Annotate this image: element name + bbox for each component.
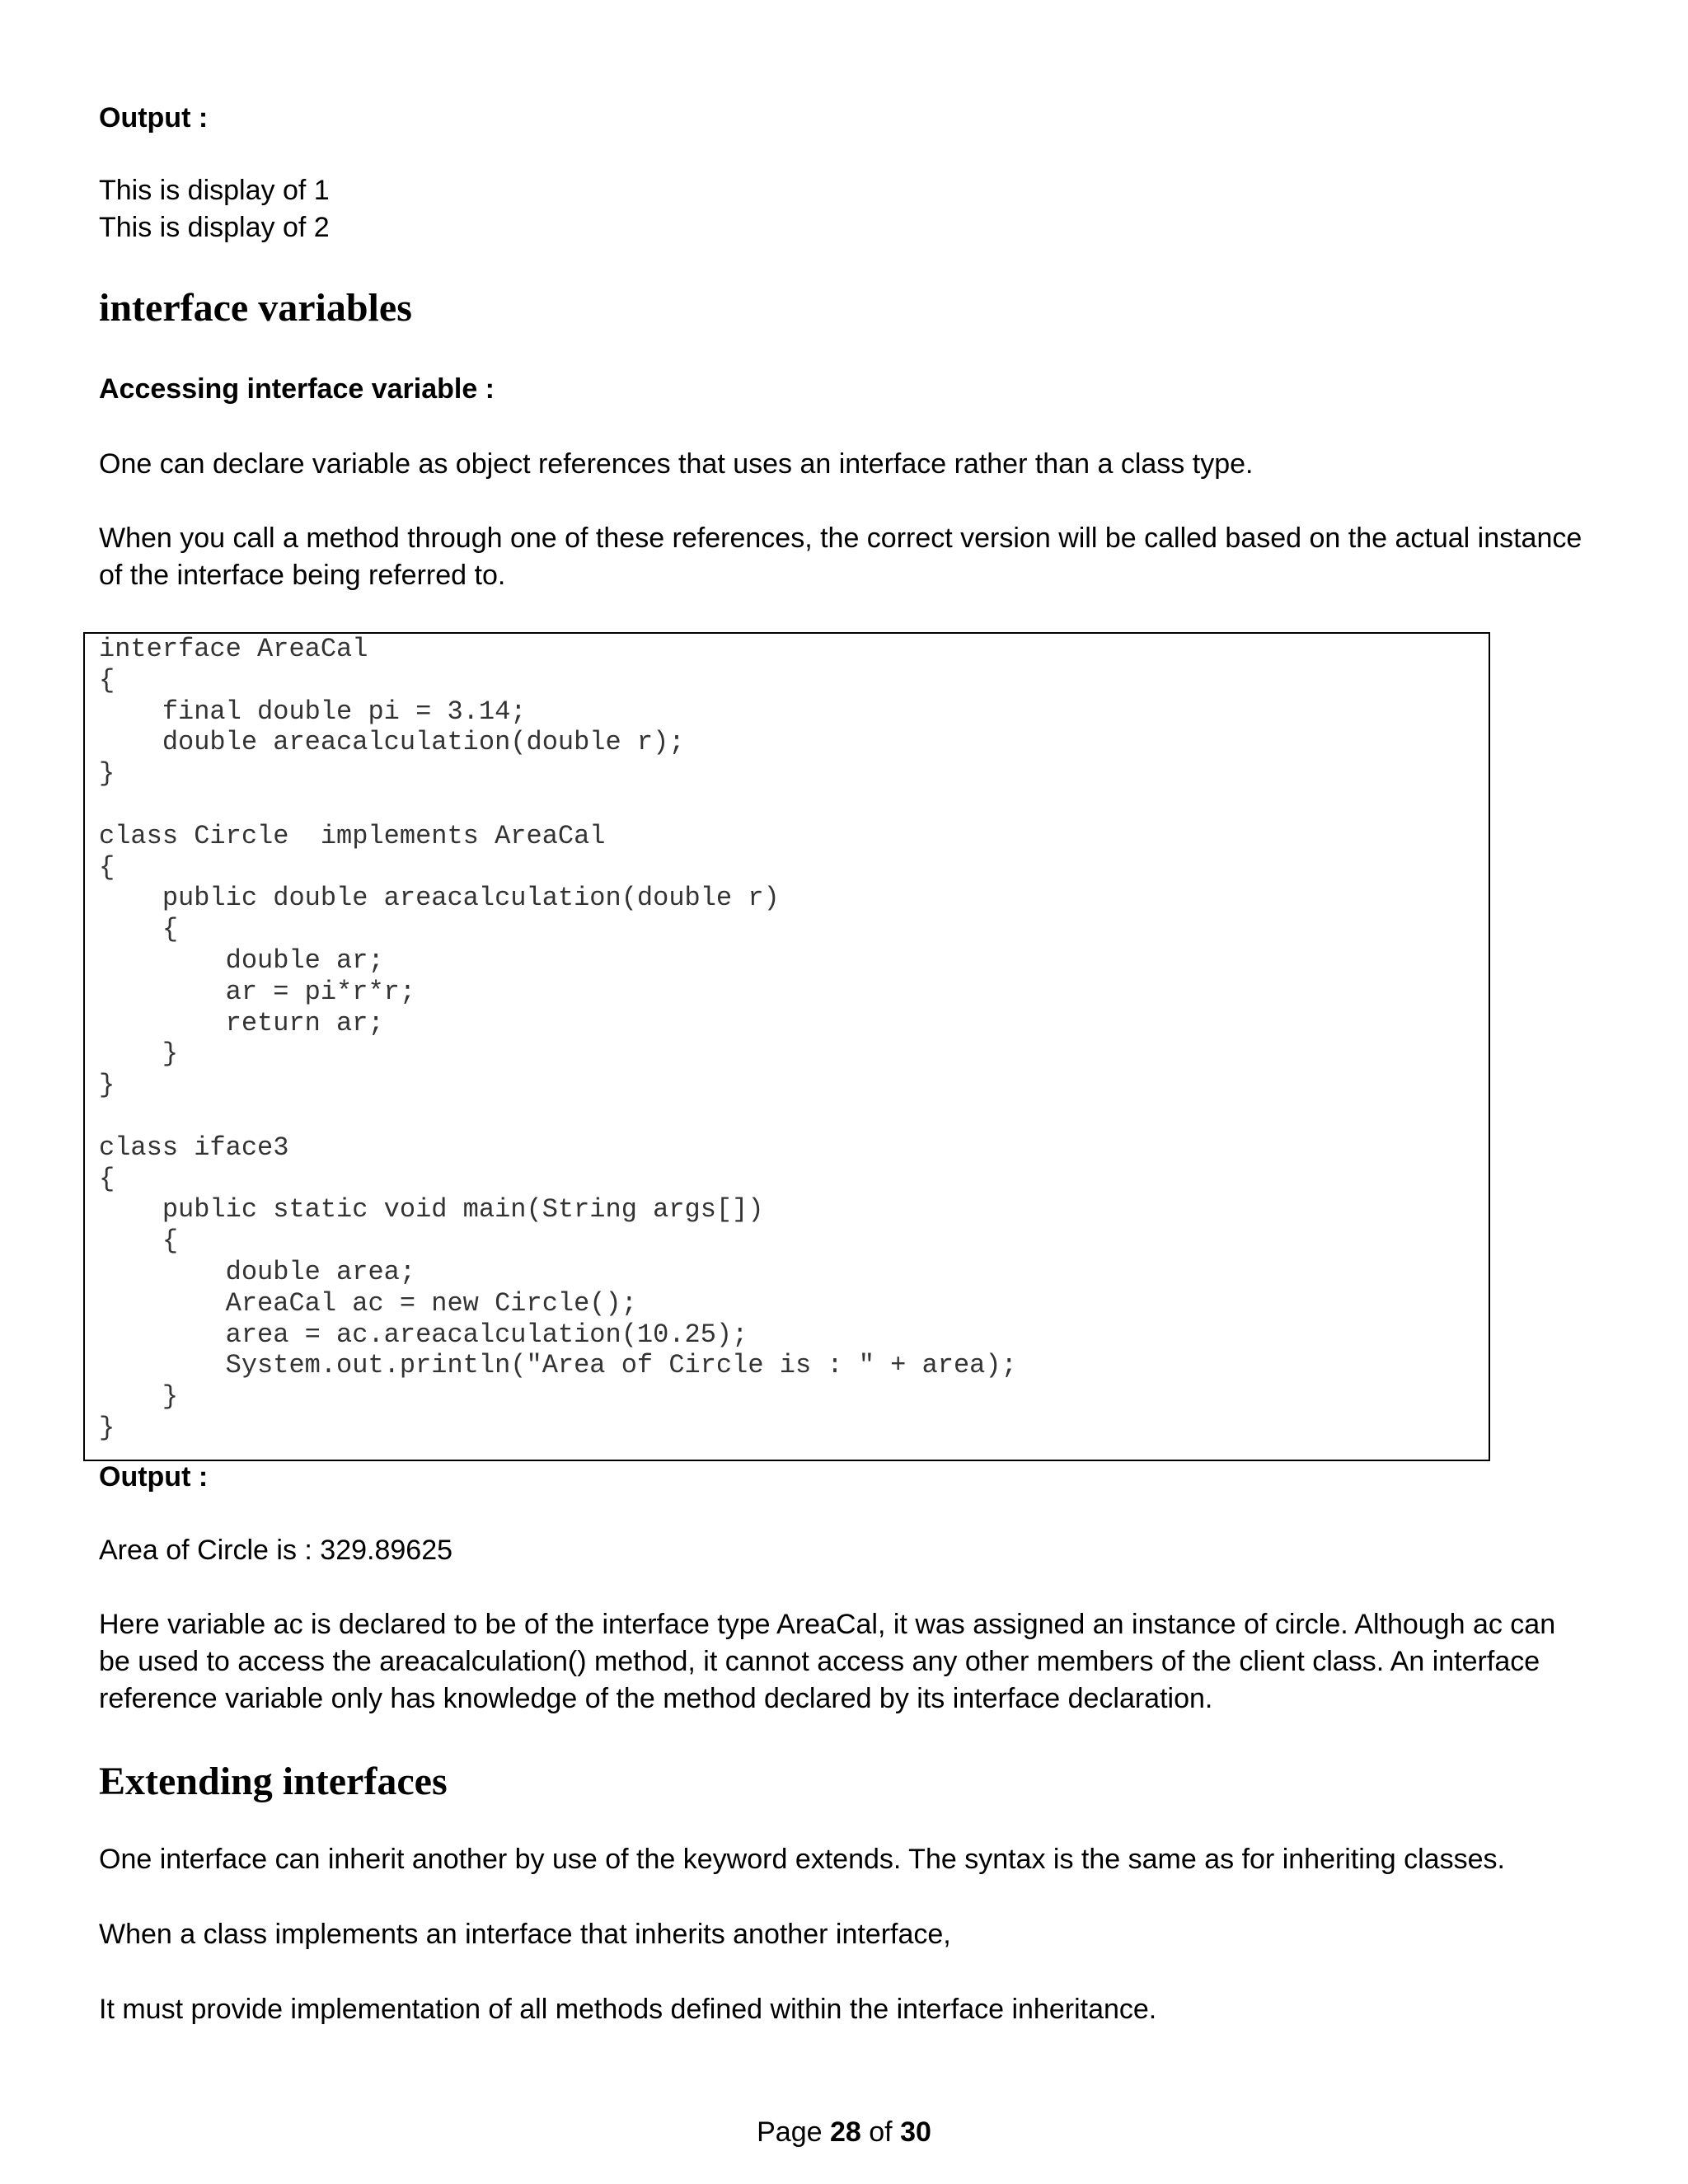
code-line: System.out.println("Area of Circle is : " + area);: [99, 1350, 1017, 1381]
code-line: }: [99, 758, 115, 790]
code-line: {: [99, 1226, 179, 1257]
code-line: return ar;: [99, 1007, 384, 1038]
code-line: public static void main(String args[]): [99, 1194, 764, 1226]
code-line: area = ac.areacalculation(10.25);: [99, 1319, 748, 1350]
page-prefix: Page: [757, 2116, 823, 2148]
paragraph: One interface can inherit another by use of the keyword extends. The syntax is the same as for inheriting classes.: [99, 1844, 1505, 1875]
code-line: [99, 790, 1017, 821]
code-line: }: [99, 1412, 115, 1443]
output-result: Area of Circle is : 329.89625: [99, 1535, 453, 1566]
paragraph: When you call a method through one of these references, the correct version will be called based on the actual instance of the interface being referred to.: [99, 523, 1582, 591]
paragraph: One can declare variable as object references that uses an interface rather than a class type.: [99, 448, 1254, 480]
output-line: This is display of 2: [99, 212, 330, 243]
code-line: interface AreaCal: [99, 634, 368, 664]
code-line: double ar;: [99, 944, 384, 976]
code-line: class iface3: [99, 1132, 289, 1163]
paragraph: It must provide implementation of all methods defined within the interface inheritance.: [99, 1994, 1157, 2025]
total-pages: 30: [900, 2116, 931, 2148]
code-line: {: [99, 914, 179, 945]
code-line: class Circle implements AreaCal: [99, 820, 606, 851]
explanation-paragraph: Here variable ac is declared to be of the interface type AreaCal, it was assigned an instance of circle. Although ac can be used to access the areacalculation() method, it cannot access any other members of the client class. An interface reference variable only has knowledge of the method declared by its interface declaration.: [99, 1609, 1556, 1714]
code-line: AreaCal ac = new Circle();: [99, 1287, 637, 1319]
current-page: 28: [829, 2116, 861, 2148]
paragraph: When a class implements an interface that inherits another interface,: [99, 1919, 951, 1950]
output-label: Output :: [99, 1461, 209, 1493]
code-line: {: [99, 851, 115, 883]
code-line: public double areacalculation(double r): [99, 883, 780, 914]
page-number: [0, 2114, 1688, 2151]
output-line: This is display of 1: [99, 175, 330, 206]
code-line: }: [99, 1070, 115, 1101]
code-line: }: [99, 1038, 179, 1070]
code-line: {: [99, 664, 115, 696]
code-line: ar = pi*r*r;: [99, 976, 416, 1007]
subheading-accessing-interface-variable: Accessing interface variable :: [99, 373, 495, 405]
output-label: Output :: [99, 102, 209, 134]
section-heading-interface-variables: interface variables: [99, 286, 412, 330]
section-heading-extending-interfaces: Extending interfaces: [99, 1760, 448, 1803]
code-listing: [99, 634, 1017, 1444]
code-line: }: [99, 1381, 179, 1413]
code-line: [99, 1101, 1017, 1132]
code-line: final double pi = 3.14;: [99, 696, 527, 727]
code-line: {: [99, 1163, 115, 1194]
code-line: double areacalculation(double r);: [99, 727, 685, 758]
code-line: double area;: [99, 1256, 416, 1287]
page-of: of: [869, 2116, 893, 2148]
